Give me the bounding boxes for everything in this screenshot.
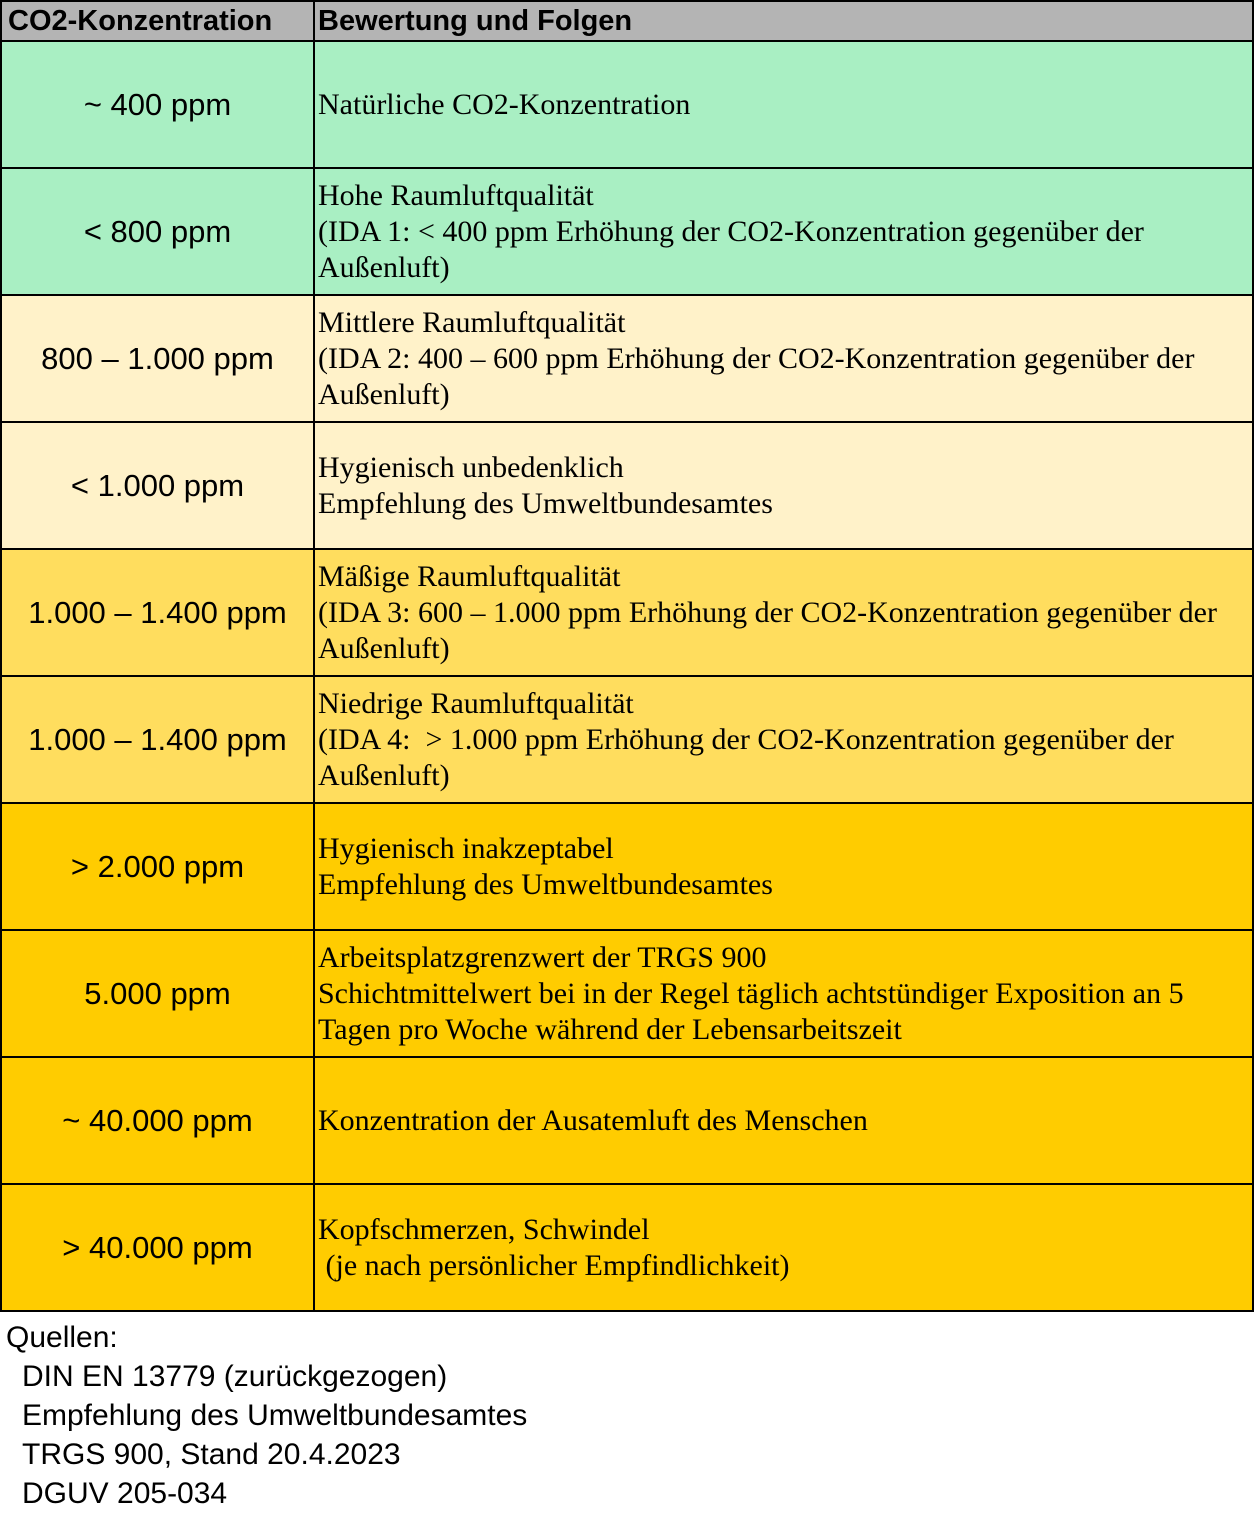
assessment-line: Empfehlung des Umweltbundesamtes bbox=[318, 486, 773, 520]
source-item: DGUV 205-034 bbox=[22, 1477, 228, 1510]
assessment-line: Kopfschmerzen, Schwindel bbox=[318, 1212, 650, 1246]
concentration-cell: > 40.000 ppm bbox=[1, 1184, 314, 1311]
assessment-line: Mäßige Raumluftqualität bbox=[318, 559, 621, 593]
table-body bbox=[1, 41, 1253, 1311]
concentration-cell: ~ 40.000 ppm bbox=[1, 1057, 314, 1184]
assessment-line: (IDA 2: 400 – 600 ppm Erhöhung der CO2-Konzentration gegenüber der Außenluft) bbox=[318, 341, 1201, 411]
assessment-line: (IDA 3: 600 – 1.000 ppm Erhöhung der CO2-Konzentration gegenüber der Außenluft) bbox=[318, 595, 1223, 665]
column-header-assessment: Bewertung und Folgen bbox=[314, 1, 1253, 41]
sources-section bbox=[6, 1318, 527, 1513]
assessment-line: (je nach persönlicher Empfindlichkeit) bbox=[318, 1248, 790, 1282]
assessment-cell bbox=[314, 41, 1253, 168]
assessment-cell bbox=[314, 168, 1253, 295]
source-item: TRGS 900, Stand 20.4.2023 bbox=[22, 1438, 401, 1471]
source-item: Empfehlung des Umweltbundesamtes bbox=[22, 1399, 528, 1432]
table-header-row bbox=[1, 1, 1253, 41]
assessment-line: Arbeitsplatzgrenzwert der TRGS 900 bbox=[318, 940, 767, 974]
assessment-line: Hygienisch unbedenklich bbox=[318, 450, 624, 484]
assessment-cell bbox=[314, 930, 1253, 1057]
table-row bbox=[1, 676, 1253, 803]
assessment-line: Mittlere Raumluftqualität bbox=[318, 305, 626, 339]
concentration-cell: 1.000 – 1.400 ppm bbox=[1, 676, 314, 803]
concentration-cell: 800 – 1.000 ppm bbox=[1, 295, 314, 422]
source-item: DIN EN 13779 (zurückgezogen) bbox=[22, 1360, 448, 1393]
concentration-cell: 5.000 ppm bbox=[1, 930, 314, 1057]
assessment-line: Natürliche CO2-Konzentration bbox=[318, 87, 691, 121]
table-row bbox=[1, 422, 1253, 549]
table-row bbox=[1, 1184, 1253, 1311]
assessment-cell bbox=[314, 676, 1253, 803]
table-row bbox=[1, 930, 1253, 1057]
column-header-concentration: CO2-Konzentration bbox=[1, 1, 314, 41]
table-row bbox=[1, 1057, 1253, 1184]
assessment-cell bbox=[314, 1057, 1253, 1184]
table-row bbox=[1, 549, 1253, 676]
concentration-cell: 1.000 – 1.400 ppm bbox=[1, 549, 314, 676]
concentration-cell: < 800 ppm bbox=[1, 168, 314, 295]
sources-list bbox=[6, 1357, 527, 1513]
concentration-cell: < 1.000 ppm bbox=[1, 422, 314, 549]
assessment-cell bbox=[314, 1184, 1253, 1311]
table-row bbox=[1, 168, 1253, 295]
assessment-cell bbox=[314, 422, 1253, 549]
table-row bbox=[1, 803, 1253, 930]
table-row bbox=[1, 295, 1253, 422]
assessment-line: Konzentration der Ausatemluft des Menschen bbox=[318, 1103, 868, 1137]
table-row bbox=[1, 41, 1253, 168]
assessment-line: Hygienisch inakzeptabel bbox=[318, 831, 614, 865]
assessment-cell bbox=[314, 803, 1253, 930]
assessment-line: Niedrige Raumluftqualität bbox=[318, 686, 634, 720]
assessment-line: (IDA 1: < 400 ppm Erhöhung der CO2-Konzentration gegenüber der Außenluft) bbox=[318, 214, 1150, 284]
assessment-line: Hohe Raumluftqualität bbox=[318, 178, 594, 212]
assessment-line: Schichtmittelwert bei in der Regel täglich achtstündiger Exposition an 5 Tagen pro Woche während der Lebensarbeitszeit bbox=[318, 976, 1191, 1046]
assessment-line: (IDA 4: > 1.000 ppm Erhöhung der CO2-Konzentration gegenüber der Außenluft) bbox=[318, 722, 1180, 792]
concentration-cell: ~ 400 ppm bbox=[1, 41, 314, 168]
assessment-cell bbox=[314, 295, 1253, 422]
assessment-cell bbox=[314, 549, 1253, 676]
assessment-line: Empfehlung des Umweltbundesamtes bbox=[318, 867, 773, 901]
concentration-cell: > 2.000 ppm bbox=[1, 803, 314, 930]
sources-title: Quellen: bbox=[6, 1321, 118, 1354]
